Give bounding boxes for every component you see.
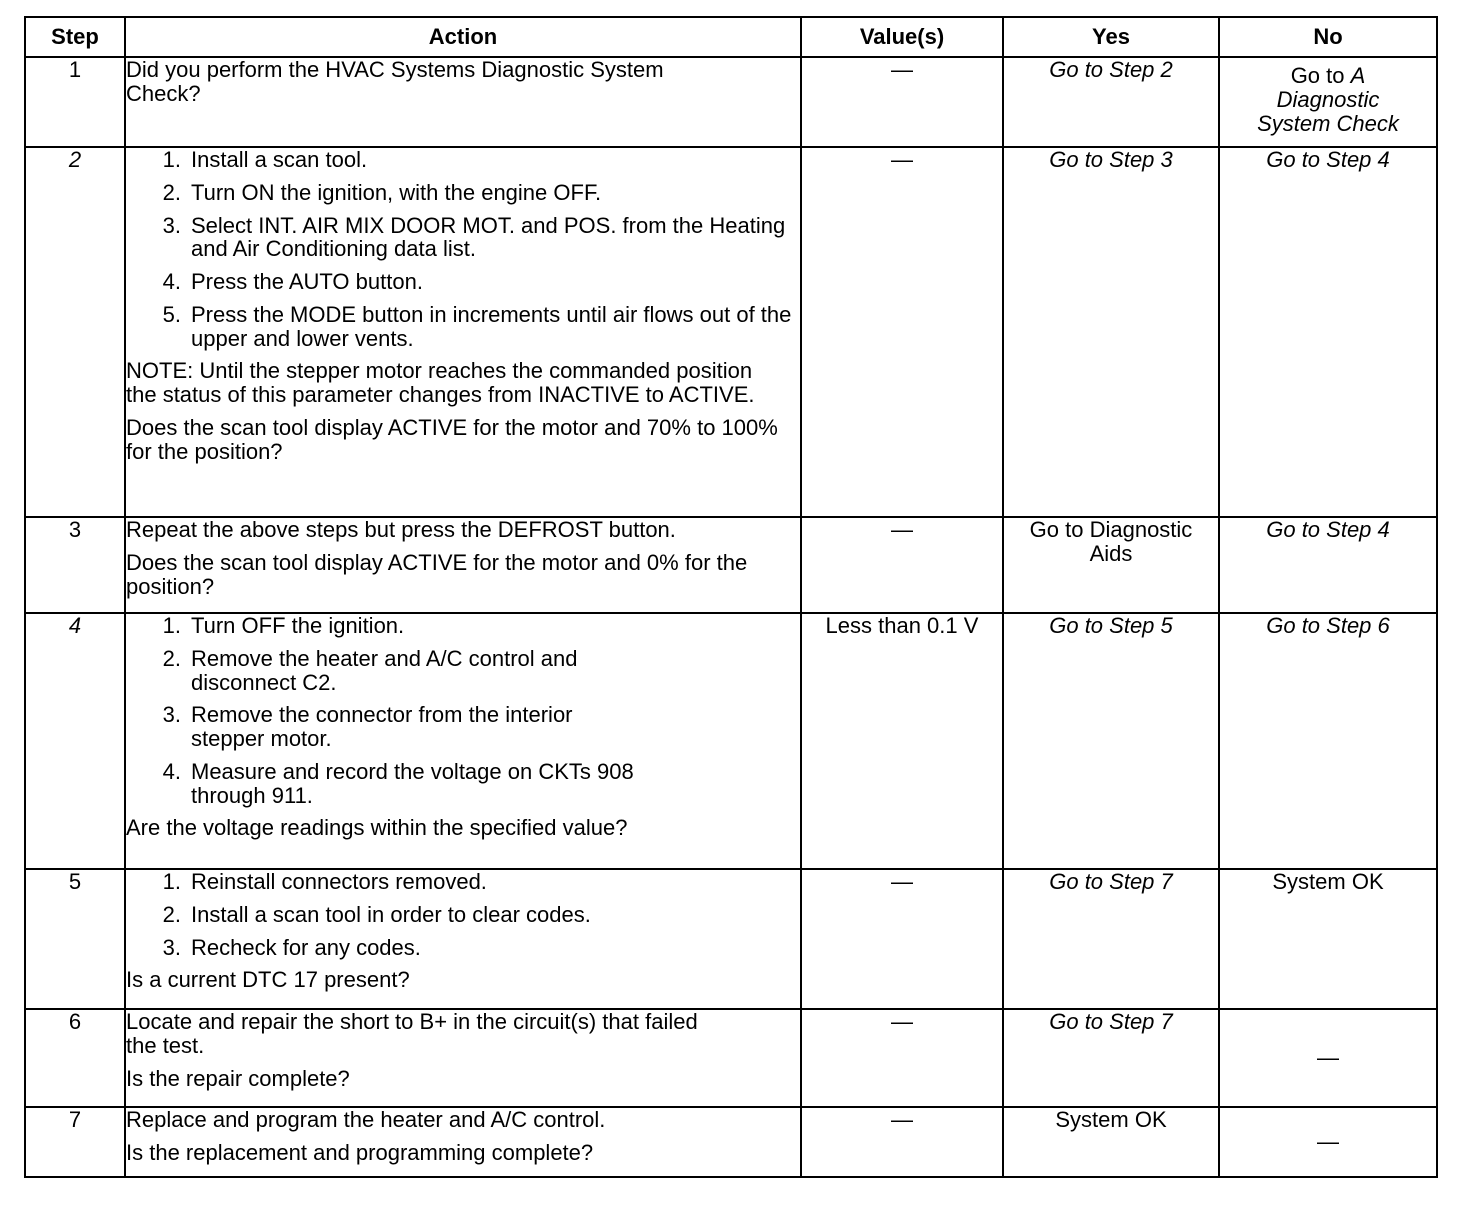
action-cell [125,57,801,147]
list-item: 1. Turn OFF the ignition. [162,613,405,638]
table-row [25,1009,1437,1107]
step-number: 3 [25,517,125,613]
table-row [25,57,1437,147]
step-number: 7 [25,1107,125,1177]
action-cell [125,1107,801,1177]
action-text: Replace and program the heater and A/C control. [126,1107,606,1132]
question-text: Are the voltage readings within the specified value? [126,815,628,841]
header-step: Step [25,17,125,57]
header-yes: Yes [1003,17,1219,57]
question-text: Is the repair complete? [126,1065,350,1091]
step-number: 2 [25,147,125,517]
no-cell: Go to Step 6 [1219,613,1437,869]
header-values: Value(s) [801,17,1003,57]
header-row [25,17,1437,57]
yes-cell: Go to Diagnostic Aids [1003,517,1219,613]
yes-cell: Go to Step 5 [1003,613,1219,869]
no-cell: Go to Step 4 [1219,517,1437,613]
header-no: No [1219,17,1437,57]
list-item: 1. Reinstall connectors removed. [162,869,487,894]
no-cell [1219,57,1437,147]
diagnostic-table [24,16,1438,1178]
list-item: 2. Install a scan tool in order to clear codes. [162,901,591,927]
yes-cell: Go to Step 3 [1003,147,1219,517]
yes-cell: Go to Step 7 [1003,1009,1219,1107]
action-text: Repeat the above steps but press the DEFROST button. [126,517,676,542]
list-item: 1. Install a scan tool. [162,147,368,172]
value-cell: — [801,517,1003,613]
step-number: 5 [25,869,125,1009]
action-steps-list [126,148,800,350]
list-item: 2. Turn ON the ignition, with the engine OFF. [162,179,602,205]
yes-cell: Go to Step 7 [1003,869,1219,1009]
action-cell [125,869,801,1009]
value-cell: — [801,57,1003,147]
question-text: Is the replacement and programming complete? [126,1139,594,1165]
header-action: Action [125,17,801,57]
no-cell: System OK [1219,869,1437,1009]
note-text: NOTE: Until the stepper motor reaches the commanded position the status of this parameter changes from INACTIVE to ACTIVE. [126,358,755,407]
no-prefix: Go to [1290,63,1345,88]
list-item: 3. Recheck for any codes. [162,934,421,960]
action-text: Did you perform the HVAC Systems Diagnostic System Check? [126,57,664,106]
no-cell: Go to Step 4 [1219,147,1437,517]
list-item: 3. Select INT. AIR MIX DOOR MOT. and POS. from the Heating and Air Conditioning data list. [162,212,786,262]
list-item: 2. Remove the heater and A/C control and disconnect C2. [162,645,578,695]
action-cell [125,147,801,517]
action-cell [125,1009,801,1107]
value-cell: — [801,1107,1003,1177]
step-number: 1 [25,57,125,147]
action-steps-list [126,870,800,959]
value-cell: — [801,869,1003,1009]
yes-cell: System OK [1003,1107,1219,1177]
list-item: 4. Press the AUTO button. [162,269,423,294]
table-row [25,613,1437,869]
no-link-text: A Diagnostic System Check [1257,63,1399,136]
action-steps-list [126,614,800,807]
table-row [25,147,1437,517]
question-text: Does the scan tool display ACTIVE for the motor and 0% for the position? [126,549,748,599]
question-text: Is a current DTC 17 present? [126,967,410,993]
step-number: 4 [25,613,125,869]
list-item: 5. Press the MODE button in increments until air flows out of the upper and lower vents. [162,301,792,351]
action-text: Locate and repair the short to B+ in the circuit(s) that failed the test. [126,1009,698,1058]
no-cell: — [1219,1009,1437,1107]
list-item: 4. Measure and record the voltage on CKTs 908 through 911. [162,758,634,808]
question-text: Does the scan tool display ACTIVE for the motor and 70% to 100% for the position? [126,414,778,464]
value-cell: Less than 0.1 V [801,613,1003,869]
table-row [25,869,1437,1009]
table-row [25,517,1437,613]
table-row [25,1107,1437,1177]
value-cell: — [801,1009,1003,1107]
yes-cell: Go to Step 2 [1003,57,1219,147]
action-cell [125,517,801,613]
action-cell [125,613,801,869]
value-cell: — [801,147,1003,517]
step-number: 6 [25,1009,125,1107]
no-cell: — [1219,1107,1437,1177]
list-item: 3. Remove the connector from the interior stepper motor. [162,702,573,751]
